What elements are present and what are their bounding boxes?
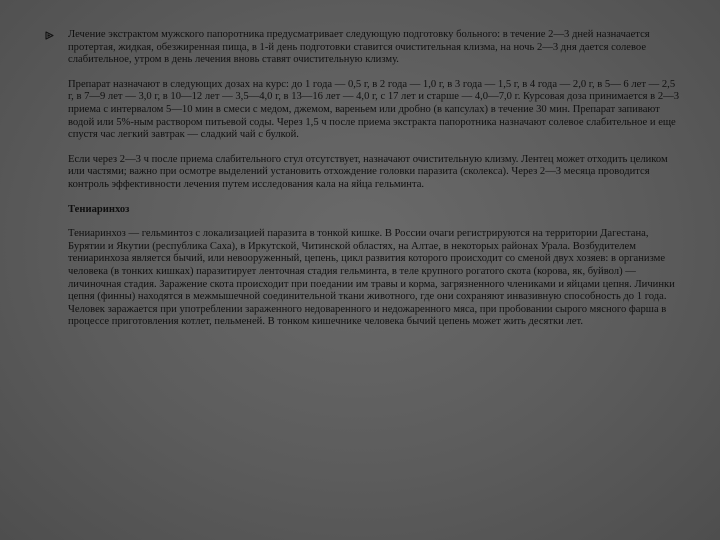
- paragraph-followup: Если через 2—3 ч после приема слабительного стул отсутствует, назначают очистительную клизму. Лентец может отходить целиком или частями; важно при осмотре выделений установить отхождение головки паразита (сколекса). Через 2—3 месяца проводится контроль эффективности лечения путем исследования кала на яйца гельминта.: [68, 153, 668, 190]
- paragraph-preparation: Лечение экстрактом мужского папоротника предусматривает следующую подготовку больного: в течение 2—3 дней назначается протертая, жидкая, обезжиренная пища, в 1-й день подготовки ставится очистительная клизма, на ночь 2—3 дня дается солевое слабительное, утром в день лечения вновь ставят очистительную клизму.: [68, 29, 650, 66]
- paragraph-dosage: Препарат назначают в следующих дозах на курс: до 1 года — 0,5 г, в 2 года — 1,0 г, в 3 года — 1,5 г, в 4 года — 2,0 г, в 5— 6 лет — 2,5 г, в 7—9 лет — 3,0 г, в 10—12 лет — 3,5—4,0 г, в 13—16 лет — 4,0 г, с 17 лет и старше — 4,0—7,0 г. Курсовая доза принимается в 2—3 приема с интервалом 5—10 мин в смеси с медом, джемом, вареньем или дробно (в капсулах) в течение 30 мин. Препарат запивают водой или 5%-ным раствором питьевой соды. Через 1,5 ч после приема экстракта папоротника назначают солевое слабительное и еще спустя час легкий завтрак — сладкий чай с булкой.: [68, 78, 680, 141]
- slide-text-body: [68, 29, 680, 341]
- paragraph-teniarinhoz: Тениаринхоз — гельминтоз с локализацией паразита в тонкой кишке. В России очаги регистрируются на территории Дагестана, Бурятии и Якутии (республика Саха), в Иркутской, Читинской областях, на Алтае, в некоторых районах Урала. Возбудителем тениаринхоза является бычий, или невооруженный, цепень, цикл развития которого происходит со сменой двух хозяев: в организме человека (в тонких кишках) паразитирует ленточная стадия гельминта, в теле крупного рогатого скота (корова, як, буйвол) — личиночная стадия. Заражение скота происходит при поедании им травы и корма, загрязненного члениками и яйцами цепня. Личинки цепня (финны) находятся в межмышечной соединительной ткани животного, где они сохраняют инвазивную способность до 1 года. Человек заражается при употреблении зараженного недоваренного и недожаренного мяса, при пробовании сырого мясного фарша в процессе приготовления котлет, пельменей. В тонком кишечнике человека бычий цепень может жить десятки лет.: [68, 228, 675, 328]
- section-heading: Тениаринхоз: [68, 203, 130, 215]
- bullet-arrow-icon: [45, 31, 54, 40]
